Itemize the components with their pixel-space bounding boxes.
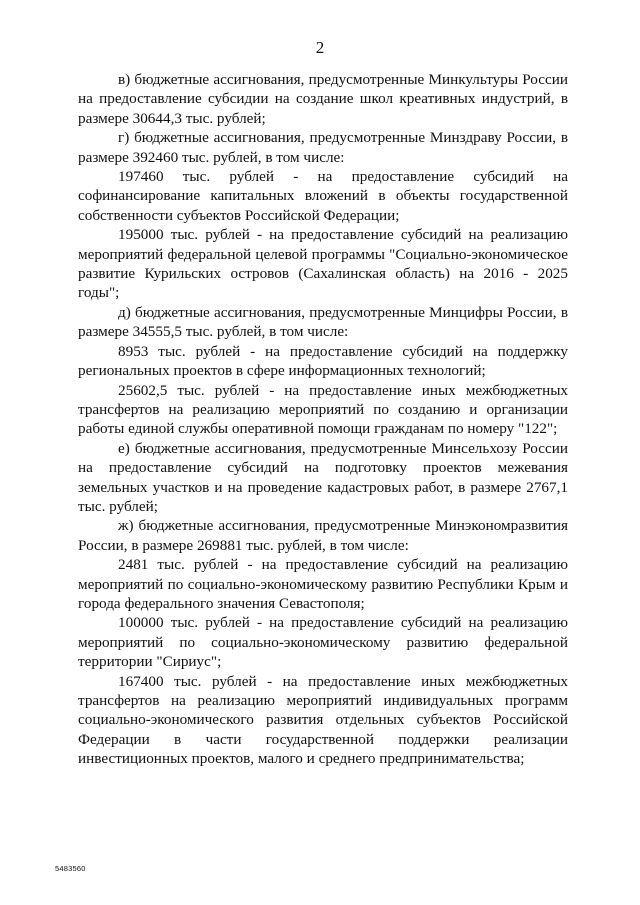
paragraph-d-item-1: 8953 тыс. рублей - на предоставление субсидий на поддержку региональных проектов в сфере информационных технологий; xyxy=(78,342,568,380)
paragraph-g-item-1: 197460 тыс. рублей - на предоставление субсидий на софинансирование капитальных вложений в объекты государственной собственности субъектов Российской Федерации; xyxy=(78,168,568,224)
paragraph-zh-item-3: 167400 тыс. рублей - на предоставление иных межбюджетных трансфертов на реализацию мероприятий индивидуальных программ социально-экономического развития отдельных субъектов Российской Федерации в части государственной поддержки реализации инвестиционных проектов, малого и среднего предпринимательства; xyxy=(78,672,568,768)
document-body xyxy=(78,70,568,769)
paragraph-v-minkultury: в) бюджетные ассигнования, предусмотренные Минкультуры России на предоставление субсидии на создание школ креативных индустрий, в размере 30644,3 тыс. рублей; xyxy=(78,71,568,127)
paragraph-d-item-2: 25602,5 тыс. рублей - на предоставление иных межбюджетных трансфертов на реализацию мероприятий по созданию и организации работы единой службы оперативной помощи гражданам по номеру "122"; xyxy=(78,381,568,438)
page-number: 2 xyxy=(315,38,325,57)
paragraph-zh-item-1: 2481 тыс. рублей - на предоставление субсидий на реализацию мероприятий по социально-экономическому развитию Республики Крым и города федерального значения Севастополя; xyxy=(78,556,568,612)
document-footer-code: 5483560 xyxy=(55,864,86,873)
paragraph-e-minselkhoz: е) бюджетные ассигнования, предусмотренные Минсельхозу России на предоставление субсидий на подготовку проектов межевания земельных участков и на проведение кадастровых работ, в размере 2767,1 тыс. рублей; xyxy=(78,439,568,515)
paragraph-d-mintsifry: д) бюджетные ассигнования, предусмотренные Минцифры России, в размере 34555,5 тыс. рублей, в том числе: xyxy=(78,303,568,341)
paragraph-g-item-2: 195000 тыс. рублей - на предоставление субсидий на реализацию мероприятий федеральной целевой программы "Социально-экономическое развитие Курильских островов (Сахалинская область) на 2016 - 2025 годы"; xyxy=(78,226,568,302)
paragraph-g-minzdrav: г) бюджетные ассигнования, предусмотренные Минздраву России, в размере 392460 тыс. рублей, в том числе: xyxy=(78,129,568,166)
paragraph-zh-item-2: 100000 тыс. рублей - на предоставление субсидий на реализацию мероприятий по социально-экономическому развитию федеральной территории "Сириус"; xyxy=(78,614,568,671)
paragraph-zh-minekonomrazvitiya: ж) бюджетные ассигнования, предусмотренные Минэкономразвития России, в размере 269881 тыс. рублей, в том числе: xyxy=(78,517,568,554)
